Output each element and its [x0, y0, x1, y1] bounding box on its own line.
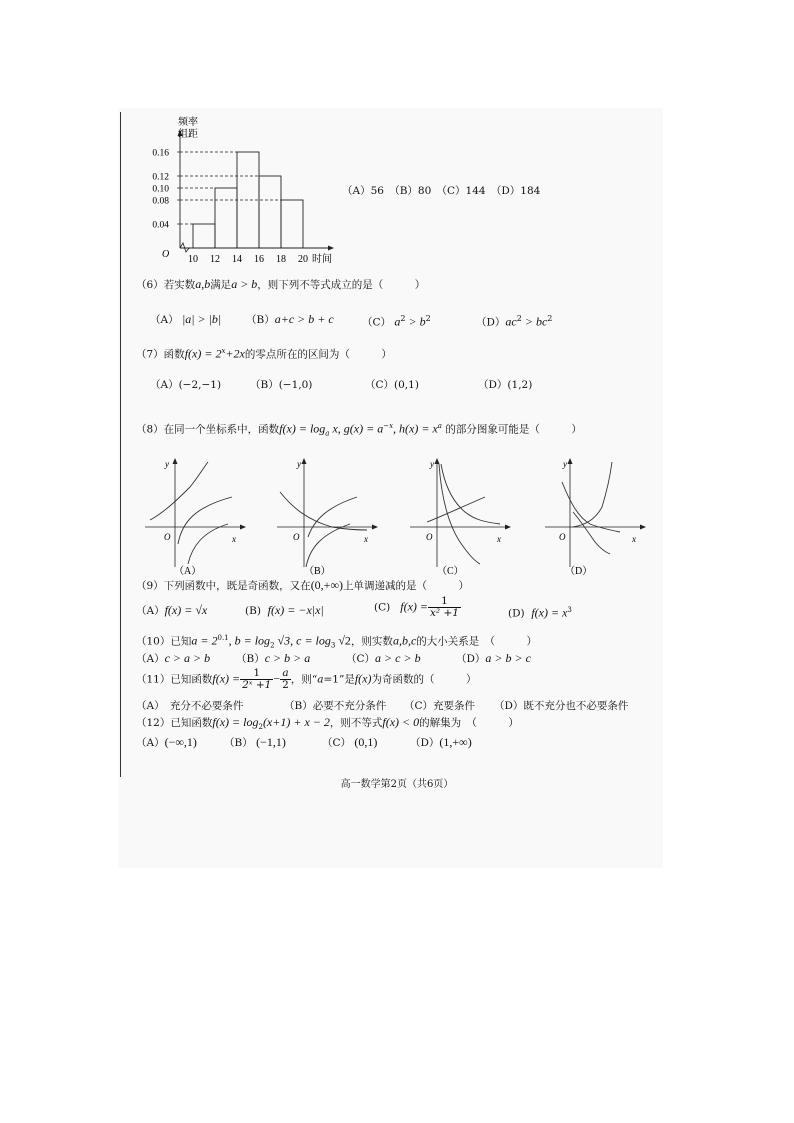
- q8c-x-label: x: [497, 534, 501, 544]
- hist-origin: O: [162, 249, 170, 260]
- q8a-y-label: y: [165, 459, 169, 469]
- q11-frac1-num: 1: [240, 668, 273, 680]
- q6-option-b: [246, 312, 334, 327]
- q6-stem-b: 满足: [210, 279, 232, 291]
- q6-option-c-mid: > b: [405, 314, 426, 329]
- q12-option-b: [224, 735, 286, 750]
- q11-option-b: （B）必要不充分条件: [284, 700, 387, 712]
- hist-ylabel-top: 频率: [178, 117, 198, 128]
- q8-function-f: f(x) = log: [279, 421, 326, 436]
- q9-option-b-math: f(x) = −x|x|: [267, 603, 324, 617]
- q11-fraction-1: [240, 668, 273, 691]
- q11-function: f(x) =: [212, 671, 241, 686]
- q9-option-a: [136, 603, 207, 618]
- hist-x-tick-label: 16: [254, 254, 264, 265]
- hist-x-tick-label: 10: [188, 254, 198, 265]
- q6-option-c-label: （C）: [362, 316, 392, 329]
- q6-option-a: [150, 312, 221, 327]
- q8d-y-label: y: [563, 459, 567, 469]
- q9-option-d: [508, 603, 572, 621]
- q10-c-def: √3, c = log: [274, 633, 331, 648]
- q8-g-exponent: −x: [383, 422, 394, 430]
- q9-interval: (0,+∞): [310, 578, 344, 592]
- q10-option-c: [346, 651, 421, 666]
- q7-function-tail: +2x: [225, 346, 245, 361]
- q10-option-a-label: （A）: [136, 653, 165, 665]
- q6-vars: a,b: [195, 277, 211, 291]
- q6-stem-a: （6）若实数: [136, 279, 196, 291]
- q9-option-c-den: x² +1: [430, 607, 459, 619]
- q7-option-c: （C）(0,1): [365, 379, 419, 391]
- q10-option-c-math: a > c > b: [375, 651, 421, 665]
- q6-option-d-e2: 2: [547, 314, 553, 323]
- q6-option-d-2: > bc: [521, 314, 548, 329]
- q8b-label: （B）: [304, 566, 331, 577]
- q9-option-b-label: (B): [245, 605, 261, 617]
- q8a-label: （A）: [174, 566, 202, 577]
- q6-option-c: [362, 312, 431, 330]
- q7-option-a: （A）(−2,−1): [150, 379, 222, 391]
- q8c-label: （C）: [437, 566, 464, 577]
- q6-condition: a > b: [231, 277, 258, 291]
- q9-option-d-exp: 3: [567, 606, 572, 614]
- q9-option-d-label: (D): [508, 607, 525, 620]
- q12-option-d-label: （D）: [410, 737, 440, 749]
- q9-option-a-math: f(x) = √x: [164, 603, 208, 617]
- q11-stem-b: ，则“: [290, 673, 318, 686]
- q11-stem-d: 为奇函数的（ ）: [371, 673, 477, 686]
- q9-option-c-num: 1: [428, 596, 461, 608]
- q10-vars: a,b,c: [392, 633, 417, 648]
- q9-stem: [136, 578, 469, 593]
- q7-option-d: （D）(1,2): [478, 379, 533, 391]
- q10-a-exp: 0.1: [217, 634, 229, 642]
- q9-option-c-fraction: [428, 596, 461, 619]
- q8-graph-b: [272, 452, 382, 577]
- q8c-origin: O: [426, 532, 433, 542]
- q6-option-d-e1: 2: [516, 314, 522, 323]
- q8-graph-a: [140, 452, 250, 577]
- q9-stem-b: 上单调递减的是（ ）: [343, 580, 470, 592]
- q7-stem: [136, 344, 392, 362]
- q12-log-base: 2: [258, 723, 263, 732]
- q9-option-c: [374, 596, 461, 619]
- q5-options: （A）56 （B）80 （C）144 （D）184: [342, 185, 541, 197]
- frequency-histogram: [140, 112, 350, 267]
- q8b-y-label: y: [297, 459, 301, 469]
- q11-option-a: （A） 充分不必要条件: [136, 700, 244, 712]
- q10-option-d-math: a > b > c: [485, 651, 531, 665]
- q7-exponent: x: [221, 347, 226, 355]
- q12-option-c: [322, 735, 377, 750]
- q12-option-c-label: （C）: [322, 737, 352, 749]
- q12-option-a-label: （A）: [136, 737, 165, 749]
- q12-stem: [136, 715, 519, 734]
- q6-option-c-exp1: 2: [400, 314, 406, 323]
- hist-bar: [259, 176, 281, 248]
- hist-y-tick-label: 0.16: [152, 148, 169, 159]
- hist-x-tick-label: 12: [210, 254, 220, 265]
- q6-option-d-1: ac: [505, 314, 517, 329]
- q12-option-d: [410, 735, 472, 750]
- q10-option-a-math: c > a > b: [164, 651, 211, 665]
- q6-stem-c: ，则下列不等式成立的是（ ）: [257, 279, 426, 291]
- hist-y-tick-label: 0.08: [152, 196, 169, 207]
- q8a-x-label: x: [232, 534, 236, 544]
- hist-bar: [281, 200, 303, 248]
- q8-graph-d: [540, 452, 650, 577]
- q7-option-b: （B）(−1,0): [250, 379, 313, 391]
- q12-option-a-math: (−∞,1): [164, 735, 197, 749]
- q10-option-d-label: （D）: [456, 653, 486, 665]
- hist-y-tick-label: 0.12: [152, 172, 169, 183]
- q10-b-base: 2: [270, 641, 275, 650]
- q9-option-c-label: (C): [374, 601, 391, 614]
- q8-function-g: x, g(x) = a: [329, 421, 384, 436]
- q6-option-c-base1: a: [394, 314, 401, 329]
- q8c-y-label: y: [430, 459, 434, 469]
- q12-stem-c: 的解集为 （ ）: [419, 717, 519, 729]
- q11-stem-a: （11）已知函数: [136, 673, 213, 686]
- q6-option-b-label: （B）: [246, 314, 275, 326]
- q9-option-c-pre: f(x) =: [400, 599, 428, 614]
- q12-option-c-math: (0,1): [354, 735, 378, 749]
- q11-fraction-2: [280, 668, 291, 691]
- hist-x-arrow: [328, 246, 334, 251]
- hist-y-tick-label: 0.04: [152, 220, 169, 231]
- q8-h-exponent: a: [437, 422, 442, 430]
- q10-a-def: a = 2: [191, 633, 218, 648]
- q11-option-c: （C）充要条件: [404, 700, 476, 712]
- q10-option-b-label: （B）: [236, 653, 265, 665]
- q9-option-b: [245, 603, 324, 618]
- q10-b-def: , b = log: [228, 633, 271, 648]
- q8-log-base: a: [325, 429, 330, 438]
- q11-stem-c: =1”是: [323, 673, 355, 686]
- q12-inequality: f(x) < 0: [382, 715, 420, 729]
- q10-option-c-label: （C）: [346, 653, 376, 665]
- q7-stem-b: 的零点所在的区间为（ ）: [244, 348, 392, 361]
- q11-frac1-den: 2ˣ +1: [242, 679, 272, 691]
- q12-stem-a: （12）已知函数: [136, 717, 213, 729]
- q12-option-a: [136, 735, 197, 750]
- q11-minus: −: [273, 671, 281, 686]
- q10-c-arg: √2: [335, 633, 351, 648]
- q11-option-d: （D）既不充分也不必要条件: [494, 700, 629, 712]
- hist-axis-break: [180, 243, 189, 252]
- hist-x-tick-label: 20: [298, 254, 308, 265]
- page-footer: 高一数学第2页（共6页）: [340, 779, 454, 790]
- q8-function-h: , h(x) = x: [393, 421, 438, 436]
- q8d-origin: O: [559, 532, 566, 542]
- q9-option-a-label: （A）: [136, 605, 165, 617]
- q10-stem: [136, 631, 537, 653]
- q6-option-c-exp2: 2: [425, 314, 431, 323]
- hist-bar: [193, 224, 215, 248]
- q6-option-d-label: （D）: [476, 316, 506, 329]
- q10-option-b-math: c > b > a: [264, 651, 311, 665]
- q8-graph-c: [405, 452, 515, 577]
- q10-stem-a: （10）已知: [136, 635, 192, 648]
- q10-stem-c: 的大小关系是 （ ）: [416, 635, 538, 648]
- q6-option-d: [476, 312, 552, 330]
- hist-x-tick-label: 18: [276, 254, 286, 265]
- hist-bar: [215, 188, 237, 248]
- q6-option-b-math: a+c > b + c: [274, 312, 334, 326]
- q10-option-a: [136, 651, 210, 666]
- q12-option-b-label: （B）: [224, 737, 253, 749]
- hist-y-tick-label: 0.10: [152, 184, 169, 195]
- q12-function: f(x) = log: [212, 715, 259, 729]
- q7-stem-a: （7）函数: [136, 348, 185, 361]
- hist-xlabel: 时间: [312, 254, 332, 265]
- q10-stem-b: ，则实数: [350, 635, 393, 648]
- q10-option-b: [236, 651, 310, 666]
- q8a-origin: O: [164, 532, 171, 542]
- margin-line: [120, 112, 121, 777]
- q8-stem-a: （8）在同一个坐标系中，函数: [136, 423, 280, 436]
- q11-frac2-den: 2: [282, 679, 289, 691]
- hist-ylabel-bottom: 组距: [178, 129, 198, 140]
- q8b-origin: O: [293, 532, 300, 542]
- q9-option-d-math: f(x) = x: [531, 605, 568, 620]
- hist-x-tick-label: 14: [232, 254, 242, 265]
- q10-c-base: 3: [330, 641, 336, 650]
- q11-frac2-num: a: [280, 668, 291, 680]
- q7-function: f(x) = 2: [184, 346, 222, 361]
- q6-option-a-label: （A）: [150, 314, 179, 326]
- q12-option-b-math: (−1,1): [256, 735, 286, 749]
- q8d-x-label: x: [632, 534, 636, 544]
- q6-option-a-math: |a| > |b|: [181, 312, 222, 326]
- q11-stem: [136, 668, 476, 691]
- q10-option-d: [456, 651, 531, 666]
- q12-option-d-math: (1,+∞): [439, 735, 472, 749]
- q8-stem: [136, 419, 582, 441]
- q8-stem-b: 的部分图象可能是（ ）: [441, 423, 582, 436]
- q6-stem: [136, 277, 425, 292]
- q12-stem-b: ，则不等式: [329, 717, 383, 729]
- q11-cond: a: [317, 673, 324, 686]
- q12-function-tail: (x+1) + x − 2: [262, 715, 330, 729]
- q11-fx: f(x): [354, 671, 372, 686]
- q9-stem-a: （9）下列函数中，既是奇函数，又在: [136, 580, 311, 592]
- q8d-label: （D）: [565, 566, 593, 577]
- q8b-x-label: x: [364, 534, 368, 544]
